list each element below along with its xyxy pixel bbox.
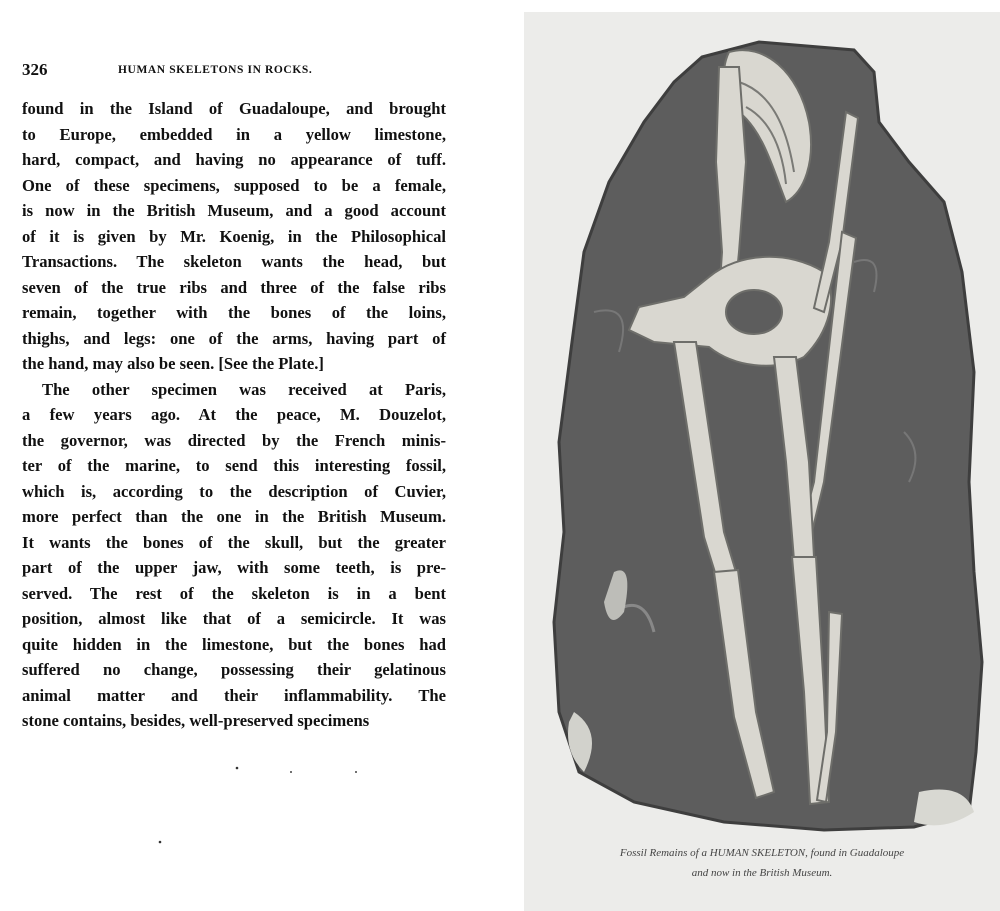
text-line: hard, compact, and having no appearance of tuff. xyxy=(22,150,446,169)
plate-caption-line-2: and now in the British Museum. xyxy=(691,867,833,879)
text-line: part of the upper jaw, with some teeth, is pre- xyxy=(22,558,446,577)
ink-speck xyxy=(236,767,239,770)
ink-speck xyxy=(290,771,292,773)
text-line: is now in the British Museum, and a good account xyxy=(22,201,446,220)
text-line: ter of the marine, to send this interesting fossil, xyxy=(22,456,446,475)
text-line: found in the Island of Guadaloupe, and brought xyxy=(22,99,446,118)
text-line: animal matter and their inflammability. The xyxy=(22,685,446,705)
text-line: seven of the true ribs and three of the false ribs xyxy=(22,277,446,297)
pelvis-opening xyxy=(726,290,782,334)
fossil-engraving xyxy=(524,12,1000,911)
text-line: of it is given by Mr. Koenig, in the Philosophical xyxy=(22,226,446,246)
text-line: more perfect than the one in the British Museum. xyxy=(22,507,446,526)
text-line: suffered no change, possessing their gelatinous xyxy=(22,660,446,679)
running-head-title: HUMAN SKELETONS IN ROCKS. xyxy=(118,64,313,76)
text-line: thighs, and legs: one of the arms, having part of xyxy=(22,328,446,348)
text-line: quite hidden in the limestone, but the bones had xyxy=(22,634,446,654)
text-line: to Europe, embedded in a yellow limestone, xyxy=(22,124,446,144)
text-line: The other specimen was received at Paris, xyxy=(42,379,446,399)
text-line: stone contains, besides, well-preserved specimens xyxy=(22,711,370,730)
text-line: the hand, may also be seen. [See the Plate.] xyxy=(22,354,324,373)
text-line: remain, together with the bones of the loins, xyxy=(22,303,446,322)
text-line: It wants the bones of the skull, but the greater xyxy=(22,532,446,552)
plate-caption-line-1: Fossil Remains of a HUMAN SKELETON, found in Guadaloupe xyxy=(619,847,905,859)
ink-speck xyxy=(159,841,162,844)
text-line: the governor, was directed by the French minis- xyxy=(22,430,446,450)
text-line: which is, according to the description of Cuvier, xyxy=(22,481,446,501)
page-number: 326 xyxy=(22,60,48,79)
fossil-plate xyxy=(524,12,1000,911)
text-line: served. The rest of the skeleton is in a bent xyxy=(22,583,446,603)
ink-speck xyxy=(355,771,357,773)
text-line: Transactions. The skeleton wants the head, but xyxy=(22,252,446,271)
text-line: One of these specimens, supposed to be a female, xyxy=(22,175,446,195)
text-line: position, almost like that of a semicircle. It was xyxy=(22,609,446,628)
text-line: a few years ago. At the peace, M. Douzelot, xyxy=(22,405,446,424)
